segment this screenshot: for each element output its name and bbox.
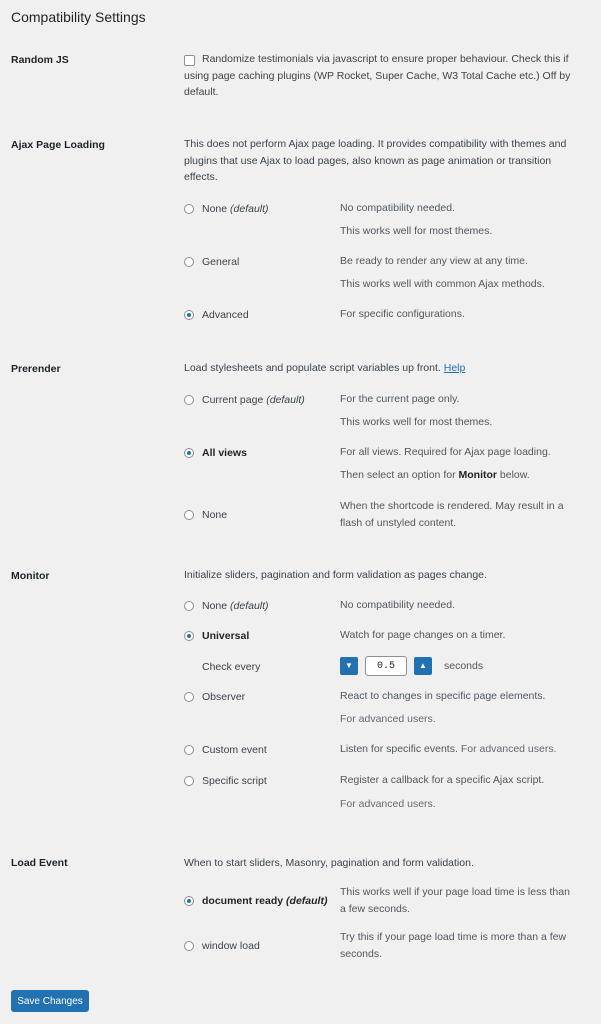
ajax-none-radio[interactable]: [184, 204, 194, 214]
random-js-description: Randomize testimonials via javascript to ensure proper behaviour. Check this if using page caching plugins (WP Rocket, Super Cache, W3 Total Cache etc.) Off by default.: [184, 53, 571, 98]
prerender-current-label[interactable]: Current page (default): [202, 394, 305, 406]
interval-input[interactable]: 0.5: [365, 656, 407, 676]
monitor-specific-script-label[interactable]: Specific script: [202, 775, 267, 787]
prerender-all-views-desc2: Then select an option for Monitor below.: [340, 469, 530, 481]
load-event-label: Load Event: [11, 857, 68, 869]
page-title: Compatibility Settings: [11, 9, 146, 25]
ajax-general-desc2: This works well with common Ajax methods.: [340, 278, 545, 290]
prerender-none-desc: When the shortcode is rendered. May result in a flash of unstyled content.: [340, 500, 564, 529]
monitor-specific-script-desc: Register a callback for a specific Ajax script.: [340, 774, 545, 786]
load-event-document-ready-label[interactable]: document ready (default): [202, 895, 328, 907]
prerender-current-desc: For the current page only.: [340, 393, 460, 405]
monitor-observer-radio[interactable]: [184, 692, 194, 702]
ajax-advanced-desc: For specific configurations.: [340, 308, 465, 320]
triangle-down-icon[interactable]: ▼: [340, 657, 358, 675]
prerender-current-radio[interactable]: [184, 395, 194, 405]
monitor-description: Initialize sliders, pagination and form validation as pages change.: [184, 569, 487, 581]
prerender-all-views-desc: For all views. Required for Ajax page loading.: [340, 446, 551, 458]
prerender-none-radio[interactable]: [184, 510, 194, 520]
load-event-description: When to start sliders, Masonry, pagination and form validation.: [184, 857, 474, 869]
prerender-all-views-label[interactable]: All views: [202, 447, 247, 459]
save-changes-button[interactable]: Save Changes: [11, 990, 89, 1012]
monitor-custom-event-label[interactable]: Custom event: [202, 744, 267, 756]
monitor-none-radio[interactable]: [184, 601, 194, 611]
monitor-specific-script-desc2: For advanced users.: [340, 798, 436, 810]
load-event-window-load-radio[interactable]: [184, 941, 194, 951]
load-event-window-load-label[interactable]: window load: [202, 940, 260, 952]
monitor-custom-event-radio[interactable]: [184, 745, 194, 755]
load-event-document-ready-radio[interactable]: [184, 896, 194, 906]
triangle-up-icon[interactable]: ▲: [414, 657, 432, 675]
load-event-window-load-desc: Try this if your page load time is more than a few seconds.: [340, 931, 567, 960]
ajax-none-label[interactable]: None (default): [202, 203, 269, 215]
prerender-none-label[interactable]: None: [202, 509, 228, 521]
ajax-general-desc: Be ready to render any view at any time.: [340, 255, 528, 267]
random-js-label: Random JS: [11, 54, 69, 66]
load-event-document-ready-desc: This works well if your page load time is less than a few seconds.: [340, 886, 570, 915]
monitor-observer-label[interactable]: Observer: [202, 691, 246, 703]
monitor-specific-script-radio[interactable]: [184, 776, 194, 786]
monitor-universal-desc: Watch for page changes on a timer.: [340, 629, 506, 641]
check-every-label: Check every: [202, 661, 261, 673]
ajax-page-loading-label: Ajax Page Loading: [11, 139, 105, 151]
interval-unit: seconds: [444, 660, 484, 672]
ajax-general-label[interactable]: General: [202, 256, 240, 268]
ajax-advanced-radio[interactable]: [184, 310, 194, 320]
monitor-none-desc: No compatibility needed.: [340, 599, 455, 611]
prerender-all-views-radio[interactable]: [184, 448, 194, 458]
monitor-universal-radio[interactable]: [184, 631, 194, 641]
monitor-custom-event-desc: Listen for specific events. For advanced users.: [340, 743, 557, 755]
monitor-observer-desc: React to changes in specific page elements.: [340, 690, 546, 702]
monitor-observer-desc2: For advanced users.: [340, 713, 436, 725]
ajax-advanced-label[interactable]: Advanced: [202, 309, 249, 321]
monitor-universal-label[interactable]: Universal: [202, 630, 250, 642]
ajax-description: This does not perform Ajax page loading. It provides compatibility with themes and plugins that use Ajax to load pages, also known as page animation or transition effects.: [184, 138, 567, 183]
monitor-label: Monitor: [11, 570, 50, 582]
prerender-label: Prerender: [11, 363, 61, 375]
ajax-none-desc2: This works well for most themes.: [340, 225, 493, 237]
monitor-none-label[interactable]: None (default): [202, 600, 269, 612]
prerender-current-desc2: This works well for most themes.: [340, 416, 493, 428]
ajax-general-radio[interactable]: [184, 257, 194, 267]
ajax-none-desc: No compatibility needed.: [340, 202, 455, 214]
prerender-help-link[interactable]: Help: [443, 362, 466, 374]
prerender-description: Load stylesheets and populate script variables up front. Help: [184, 362, 466, 374]
